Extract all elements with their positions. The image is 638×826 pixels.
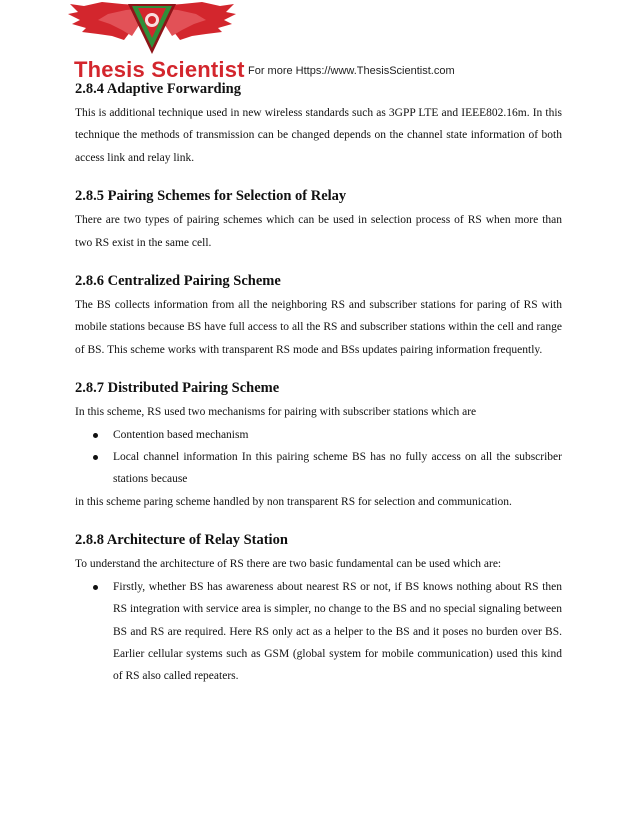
section-distributed-pairing [75,378,562,513]
page-header [0,0,638,84]
document-body [75,79,562,705]
section-adaptive-forwarding [75,79,562,169]
paragraph: The BS collects information from all the neighboring RS and subscriber stations for paring of RS with mobile stations because BS have full access to all the RS and subscriber stations within the cell and range of BS. This scheme works with transparent RS mode and BSs updates pairing information frequently. [75,299,562,356]
bullet-icon [93,433,98,438]
brand-name: Thesis Scientist [74,57,245,82]
list-item [75,446,562,491]
paragraph: This is additional technique used in new wireless standards such as 3GPP LTE and IEEE802.16m. In this technique the methods of transmission can be changed depends on the channel state information of both access link and relay link. [75,107,562,164]
bullet-icon [93,585,98,590]
paragraph-intro: In this scheme, RS used two mechanisms for pairing with subscriber stations which are [75,406,477,419]
list-item-text: Firstly, whether BS has awareness about nearest RS or not, if BS knows nothing about RS then RS integration with service area is simpler, no change to the BS and no special signaling between BS and RS are required. Here RS only act as a helper to the BS and it poses no burden over BS. Earlier cellular systems such as GSM (global system for mobile communication) used this kind of RS also called repeaters. [113,580,562,683]
list-item [75,424,562,446]
header-url-text: For more Https://www.ThesisScientist.com [248,65,455,77]
section-heading: 2.8.4 Adaptive Forwarding [75,81,241,97]
section-heading: 2.8.8 Architecture of Relay Station [75,532,288,549]
section-heading: 2.8.7 Distributed Pairing Scheme [75,380,280,397]
bullet-list [75,576,562,688]
section-centralized-pairing [75,271,562,361]
section-heading: 2.8.6 Centralized Pairing Scheme [75,273,281,290]
bullet-icon [93,455,98,460]
bullet-list [75,424,562,491]
section-pairing-schemes [75,186,562,254]
paragraph-intro: To understand the architecture of RS there are two basic fundamental can be used which are: [75,558,502,571]
list-item-text: Contention based mechanism [113,428,249,441]
section-heading: 2.8.5 Pairing Schemes for Selection of Relay [75,188,347,205]
paragraph-outro: in this scheme paring scheme handled by non transparent RS for selection and communication. [75,495,512,508]
section-relay-architecture [75,530,562,687]
list-item [75,576,562,688]
paragraph: There are two types of pairing schemes which can be used in selection process of RS when more than two RS exist in the same cell. [75,214,562,249]
thesis-scientist-logo-icon [62,0,242,60]
list-item-text: Local channel information In this pairing scheme BS has no fully access on all the subscriber stations because [113,451,562,486]
